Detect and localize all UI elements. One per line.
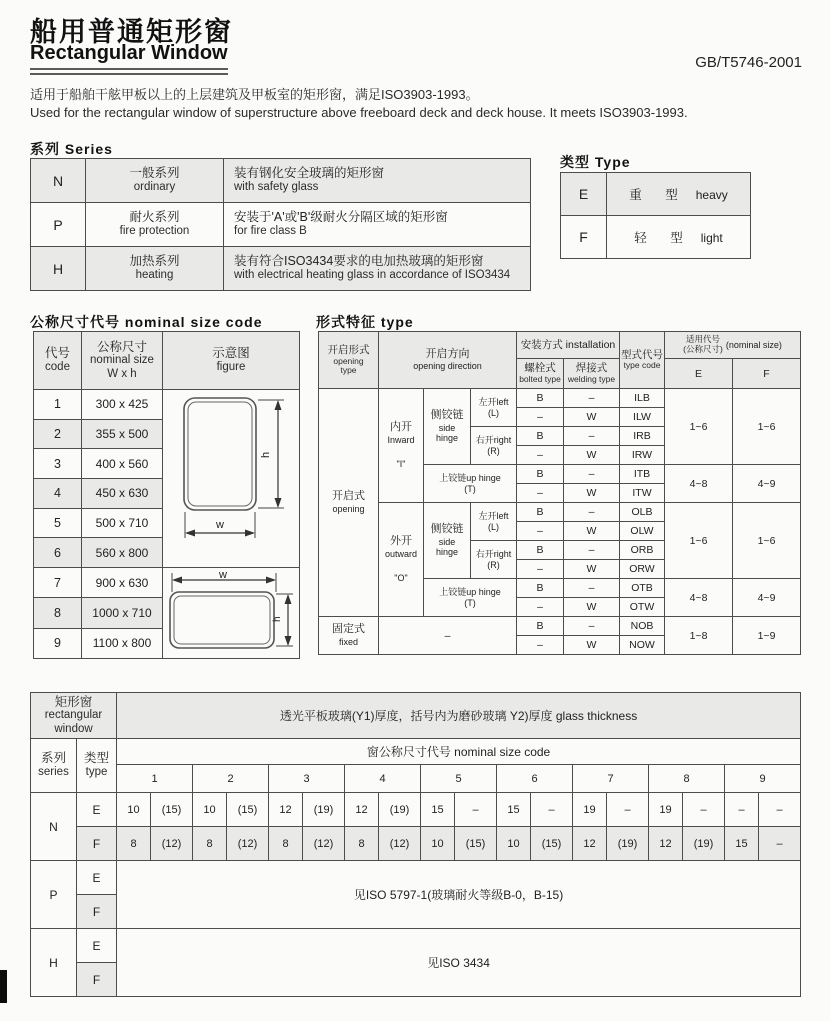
installation-col-header: 安装方式 installation <box>517 332 620 359</box>
value-cell: 10 <box>193 793 227 827</box>
size-value-cell: 355 x 500 <box>82 419 163 449</box>
type-code-en: type code <box>623 360 661 371</box>
inward-en: Inward <box>387 434 415 445</box>
side-hinge-en1: side <box>438 422 456 433</box>
series-desc-cn: 装有钢化安全玻璃的矩形窗 <box>234 166 385 181</box>
size-number-cell: 3 <box>269 765 345 793</box>
left-open-code: (L) <box>488 521 499 532</box>
size-number-cell: 7 <box>573 765 649 793</box>
bolted-cell: B <box>517 503 564 522</box>
type-code-cell: OTW <box>620 598 665 617</box>
size-value-cell: 1000 x 710 <box>82 598 163 628</box>
type-f-cell: F <box>77 963 117 997</box>
type-code-cell: E <box>561 173 607 216</box>
side-hinge-cell <box>424 503 471 579</box>
value-cell: 12 <box>269 793 303 827</box>
applicable-en: (nominal size) <box>725 339 782 350</box>
size-col-figure-header <box>163 332 300 390</box>
value-cell: – <box>759 827 801 861</box>
size-figure-cn: 示意图 <box>212 346 250 361</box>
opening-type-en2: type <box>340 365 357 376</box>
applicable-f-cell: 1~6 <box>733 503 801 579</box>
h-note-cell: 见ISO 3434 <box>117 929 801 997</box>
size-value-cell: 1100 x 800 <box>82 628 163 658</box>
type-name-cell <box>607 173 751 216</box>
table-row <box>319 503 801 522</box>
intro-en: Used for the rectangular window of superstructure above freeboard deck and deck house. It meets ISO3903-1993. <box>30 105 688 120</box>
value-cell: 8 <box>193 827 227 861</box>
value-cell: – <box>531 793 573 827</box>
value-cell: (19) <box>607 827 649 861</box>
applicable-cn2: (公称尺寸) <box>683 344 723 354</box>
size-size-cn: 公称尺寸 <box>96 339 147 354</box>
type-name-cn: 重 型 <box>629 188 688 202</box>
up-hinge-code: (T) <box>464 483 476 494</box>
up-hinge-code: (T) <box>464 597 476 608</box>
size-code-cn: 代号 <box>44 346 70 361</box>
series-code-cell: N <box>31 159 86 203</box>
portrait-window-figure <box>163 390 300 568</box>
figure-w-label: w <box>215 519 224 531</box>
table-row <box>34 568 300 598</box>
bolted-cell: – <box>517 560 564 579</box>
type-code-cell: ITB <box>620 465 665 484</box>
type-code-cell: IRB <box>620 427 665 446</box>
size-number-cell: 4 <box>345 765 421 793</box>
bolted-cell: B <box>517 541 564 560</box>
opening-direction-cn: 开启方向 <box>425 347 470 360</box>
fixed-group-cell <box>319 617 379 655</box>
type-f-cell: F <box>77 827 117 861</box>
series-code-cell: P <box>31 203 86 247</box>
page-title-cn: 船用普通矩形窗 <box>30 17 233 47</box>
size-value-cell: 560 x 800 <box>82 538 163 568</box>
glass-series-cn: 系列 <box>40 751 66 766</box>
inward-group-cell <box>379 389 424 503</box>
value-cell: (15) <box>455 827 497 861</box>
applicable-f-cell: 4~9 <box>733 465 801 503</box>
series-code-cell: H <box>31 247 86 291</box>
table-row <box>34 332 300 390</box>
table-row <box>319 389 801 408</box>
opening-group-cn: 开启式 <box>332 490 365 503</box>
table-row <box>31 159 531 203</box>
type-code-cell: ORB <box>620 541 665 560</box>
left-open-code: (L) <box>488 407 499 418</box>
outward-group-cell <box>379 503 424 617</box>
series-desc-en: with electrical heating glass in accordance of ISO3434 <box>234 269 511 282</box>
size-code-cell: 6 <box>34 538 82 568</box>
applicable-f-cell: 1~6 <box>733 389 801 465</box>
size-code-cell: 8 <box>34 598 82 628</box>
inward-code: "I" <box>396 459 406 470</box>
portrait-window-diagram <box>166 392 297 562</box>
opening-type-en1: opening <box>333 355 364 366</box>
intro-cn: 适用于船舶干舷甲板以上的上层建筑及甲板室的矩形窗，满足ISO3903-1993。 <box>30 87 479 102</box>
page-title-en: Rectangular Window <box>30 42 228 64</box>
value-cell: – <box>455 793 497 827</box>
value-cell: (12) <box>379 827 421 861</box>
value-cell: 15 <box>725 827 759 861</box>
series-name-en: ordinary <box>133 181 176 194</box>
value-cell: (15) <box>227 793 269 827</box>
left-open-cell <box>471 389 517 427</box>
welding-cell: W <box>564 522 620 541</box>
type-code-cell: OLB <box>620 503 665 522</box>
series-h-cell: H <box>31 929 77 997</box>
series-name-cell <box>86 247 224 291</box>
value-cell: 12 <box>649 827 683 861</box>
right-open-code: (R) <box>487 445 500 456</box>
size-number-cell: 2 <box>193 765 269 793</box>
applicable-f-cell: 1~9 <box>733 617 801 655</box>
table-row <box>31 693 801 739</box>
size-heading: 公称尺寸代号 nominal size code <box>30 314 263 330</box>
type-name-cell <box>607 216 751 259</box>
applicable-e-cell: 4~8 <box>665 465 733 503</box>
value-cell: – <box>607 793 649 827</box>
table-row <box>561 173 751 216</box>
value-cell: 10 <box>117 793 151 827</box>
value-cell: 8 <box>117 827 151 861</box>
fixed-en: fixed <box>338 636 358 647</box>
series-n-cell: N <box>31 793 77 861</box>
applicable-e-cell: 4~8 <box>665 579 733 617</box>
table-row <box>319 617 801 636</box>
series-name-en: heating <box>135 269 174 282</box>
table-row <box>31 247 531 291</box>
value-cell: (19) <box>379 793 421 827</box>
applicable-col-header <box>665 332 801 359</box>
size-col-code-header <box>34 332 82 390</box>
welding-cell: W <box>564 636 620 655</box>
series-desc-cell <box>224 203 531 247</box>
series-desc-cell <box>224 247 531 291</box>
bolted-cell: B <box>517 617 564 636</box>
applicable-e-cell: 1~6 <box>665 503 733 579</box>
size-number-cell: 5 <box>421 765 497 793</box>
side-hinge-cell <box>424 389 471 465</box>
type-e-cell: E <box>77 929 117 963</box>
value-cell: (19) <box>303 793 345 827</box>
series-name-cell <box>86 159 224 203</box>
size-code-cell: 9 <box>34 628 82 658</box>
fixed-cn: 固定式 <box>332 623 365 636</box>
table-row <box>31 827 801 861</box>
type-code-col-header <box>620 332 665 389</box>
series-name-en: fire protection <box>119 225 190 238</box>
value-cell: 15 <box>421 793 455 827</box>
welding-cell: – <box>564 427 620 446</box>
size-code-cell: 3 <box>34 449 82 479</box>
welding-cell: W <box>564 560 620 579</box>
value-cell: 10 <box>497 827 531 861</box>
table-row <box>31 765 801 793</box>
inward-cn: 内开 <box>390 420 412 433</box>
size-code-header-cell: 窗公称尺寸代号 nominal size code <box>117 739 801 765</box>
opening-type-col-header <box>319 332 379 389</box>
welding-en: welding type <box>567 373 616 384</box>
value-cell: 8 <box>269 827 303 861</box>
bolted-cn: 螺栓式 <box>524 362 556 375</box>
opening-direction-col-header <box>379 332 517 389</box>
type-code-cell: NOW <box>620 636 665 655</box>
type-code-cell: ORW <box>620 560 665 579</box>
size-value-cell: 300 x 425 <box>82 390 163 420</box>
size-figure-en: figure <box>216 361 246 374</box>
series-col-header <box>31 739 77 793</box>
glass-title-cell: 透光平板玻璃(Y1)厚度，括号内为磨砂玻璃 Y2)厚度 glass thickness <box>117 693 801 739</box>
side-hinge-en2: hinge <box>435 433 459 444</box>
welding-cell: – <box>564 541 620 560</box>
size-value-cell: 400 x 560 <box>82 449 163 479</box>
col-f-header: F <box>733 359 801 389</box>
type-name-en: light <box>700 231 723 245</box>
right-open-cell <box>471 427 517 465</box>
title-underline <box>30 68 228 75</box>
size-code-cell: 7 <box>34 568 82 598</box>
type-table <box>560 172 751 259</box>
welding-cell: W <box>564 408 620 427</box>
size-code-cell: 4 <box>34 478 82 508</box>
series-heading: 系列 Series <box>30 141 113 157</box>
welding-cell: – <box>564 389 620 408</box>
type-code-cn: 型式代号 <box>621 348 663 361</box>
col-e-header: E <box>665 359 733 389</box>
series-name-cn: 一般系列 <box>129 166 180 181</box>
value-cell: (12) <box>303 827 345 861</box>
outward-code: "O" <box>394 573 408 584</box>
left-open-label: 左开left <box>478 510 509 521</box>
series-name-cn: 耐火系列 <box>129 210 180 225</box>
type-heading: 类型 Type <box>560 154 631 170</box>
bolted-cell: B <box>517 465 564 484</box>
side-hinge-en2: hinge <box>435 547 459 558</box>
table-row <box>31 203 531 247</box>
size-code-cell: 1 <box>34 390 82 420</box>
type-f-cell: F <box>77 895 117 929</box>
opening-group-en: opening <box>332 503 365 514</box>
welding-cn: 焊接式 <box>575 362 608 375</box>
value-cell: (12) <box>227 827 269 861</box>
value-cell: – <box>759 793 801 827</box>
standard-code: GB/T5746-2001 <box>695 54 802 71</box>
right-open-cell <box>471 541 517 579</box>
up-hinge-cell <box>424 465 517 503</box>
right-open-code: (R) <box>487 559 500 570</box>
bolted-en: bolted type <box>519 373 561 384</box>
opening-group-cell <box>319 389 379 617</box>
outward-en: outward <box>384 548 418 559</box>
bolted-col-header <box>517 359 564 389</box>
size-size-unit: W x h <box>107 367 137 380</box>
glass-thickness-table <box>30 692 801 997</box>
value-cell: 12 <box>345 793 379 827</box>
series-desc-cell <box>224 159 531 203</box>
type-code-cell: NOB <box>620 617 665 636</box>
side-hinge-cn: 侧铰链 <box>430 408 464 421</box>
size-value-cell: 900 x 630 <box>82 568 163 598</box>
type-name-en: heavy <box>695 188 728 202</box>
size-table <box>33 331 300 659</box>
value-cell: 10 <box>421 827 455 861</box>
p-note-cell: 见ISO 5797-1(玻璃耐火等级B-0，B-15) <box>117 861 801 929</box>
type-code-cell: F <box>561 216 607 259</box>
value-cell: – <box>683 793 725 827</box>
welding-cell: W <box>564 446 620 465</box>
glass-series-en: series <box>38 766 69 779</box>
series-desc-cn: 装有符合ISO3434要求的电加热玻璃的矩形窗 <box>234 254 484 269</box>
series-name-cell <box>86 203 224 247</box>
size-code-en: code <box>45 361 70 374</box>
series-desc-en: with safety glass <box>234 181 319 194</box>
bolted-cell: B <box>517 389 564 408</box>
opening-type-table <box>318 331 801 655</box>
figure-h-label: h <box>271 616 283 622</box>
value-cell: (15) <box>531 827 573 861</box>
type-e-cell: E <box>77 861 117 895</box>
size-number-cell: 6 <box>497 765 573 793</box>
size-number-cell: 9 <box>725 765 801 793</box>
value-cell: 19 <box>649 793 683 827</box>
bolted-cell: – <box>517 484 564 503</box>
value-cell: (12) <box>151 827 193 861</box>
type-code-cell: ILB <box>620 389 665 408</box>
welding-cell: – <box>564 617 620 636</box>
table-row <box>561 216 751 259</box>
glass-corner-cell <box>31 693 117 739</box>
side-hinge-en1: side <box>438 536 456 547</box>
value-cell: 12 <box>573 827 607 861</box>
series-table <box>30 158 531 291</box>
series-desc-en: for fire class B <box>234 225 307 238</box>
table-row <box>31 861 801 895</box>
type-code-cell: OTB <box>620 579 665 598</box>
size-value-cell: 500 x 710 <box>82 508 163 538</box>
up-hinge-cell <box>424 579 517 617</box>
size-col-size-header <box>82 332 163 390</box>
value-cell: (15) <box>151 793 193 827</box>
bolted-cell: B <box>517 427 564 446</box>
table-row <box>319 332 801 359</box>
up-hinge-label: 上铰链up hinge <box>439 586 501 597</box>
table-row <box>31 739 801 765</box>
value-cell: 8 <box>345 827 379 861</box>
scan-artifact <box>0 970 7 1003</box>
type-code-cell: ITW <box>620 484 665 503</box>
outward-cn: 外开 <box>390 534 412 547</box>
left-open-cell <box>471 503 517 541</box>
side-hinge-cn: 侧铰链 <box>430 522 464 535</box>
type-col-header <box>77 739 117 793</box>
applicable-cn1: 适用代号 <box>685 334 720 345</box>
welding-cell: W <box>564 598 620 617</box>
type-code-cell: ILW <box>620 408 665 427</box>
size-value-cell: 450 x 630 <box>82 478 163 508</box>
glass-corner-cn: 矩形窗 <box>54 694 93 709</box>
value-cell: (19) <box>683 827 725 861</box>
value-cell: 15 <box>497 793 531 827</box>
size-number-cell: 8 <box>649 765 725 793</box>
bolted-cell: – <box>517 636 564 655</box>
glass-type-cn: 类型 <box>83 751 109 766</box>
welding-cell: – <box>564 579 620 598</box>
right-open-label: 右开right <box>475 548 512 559</box>
size-number-cell: 1 <box>117 765 193 793</box>
landscape-window-diagram <box>166 570 297 653</box>
fixed-direction-cell: – <box>379 617 517 655</box>
applicable-e-cell: 1~8 <box>665 617 733 655</box>
welding-col-header <box>564 359 620 389</box>
bolted-cell: B <box>517 579 564 598</box>
bolted-cell: – <box>517 446 564 465</box>
welding-cell: W <box>564 484 620 503</box>
opening-heading: 形式特征 type <box>316 314 414 330</box>
size-size-en: nominal size <box>90 354 154 367</box>
right-open-label: 右开right <box>475 434 512 445</box>
type-e-cell: E <box>77 793 117 827</box>
value-cell: 19 <box>573 793 607 827</box>
series-name-cn: 加热系列 <box>129 254 180 269</box>
size-code-cell: 2 <box>34 419 82 449</box>
left-open-label: 左开left <box>478 396 509 407</box>
welding-cell: – <box>564 503 620 522</box>
applicable-f-cell: 4~9 <box>733 579 801 617</box>
applicable-e-cell: 1~6 <box>665 389 733 465</box>
glass-type-en: type <box>85 766 108 779</box>
type-name-cn: 轻 型 <box>634 231 693 245</box>
type-code-cell: IRW <box>620 446 665 465</box>
series-p-cell: P <box>31 861 77 929</box>
bolted-cell: – <box>517 522 564 541</box>
bolted-cell: – <box>517 598 564 617</box>
bolted-cell: – <box>517 408 564 427</box>
type-code-cell: OLW <box>620 522 665 541</box>
table-row <box>31 929 801 963</box>
glass-corner-en: rectangular window <box>44 709 103 735</box>
size-code-cell: 5 <box>34 508 82 538</box>
opening-direction-en: opening direction <box>413 361 482 372</box>
figure-w-label: w <box>218 570 227 581</box>
up-hinge-label: 上铰链up hinge <box>439 472 501 483</box>
table-row <box>31 793 801 827</box>
landscape-window-figure <box>163 568 300 659</box>
figure-h-label: h <box>259 451 272 458</box>
welding-cell: – <box>564 465 620 484</box>
value-cell: – <box>725 793 759 827</box>
series-desc-cn: 安装于'A'或'B'级耐火分隔区域的矩形窗 <box>234 210 448 225</box>
table-row <box>34 390 300 420</box>
opening-type-cn: 开启形式 <box>327 343 370 356</box>
